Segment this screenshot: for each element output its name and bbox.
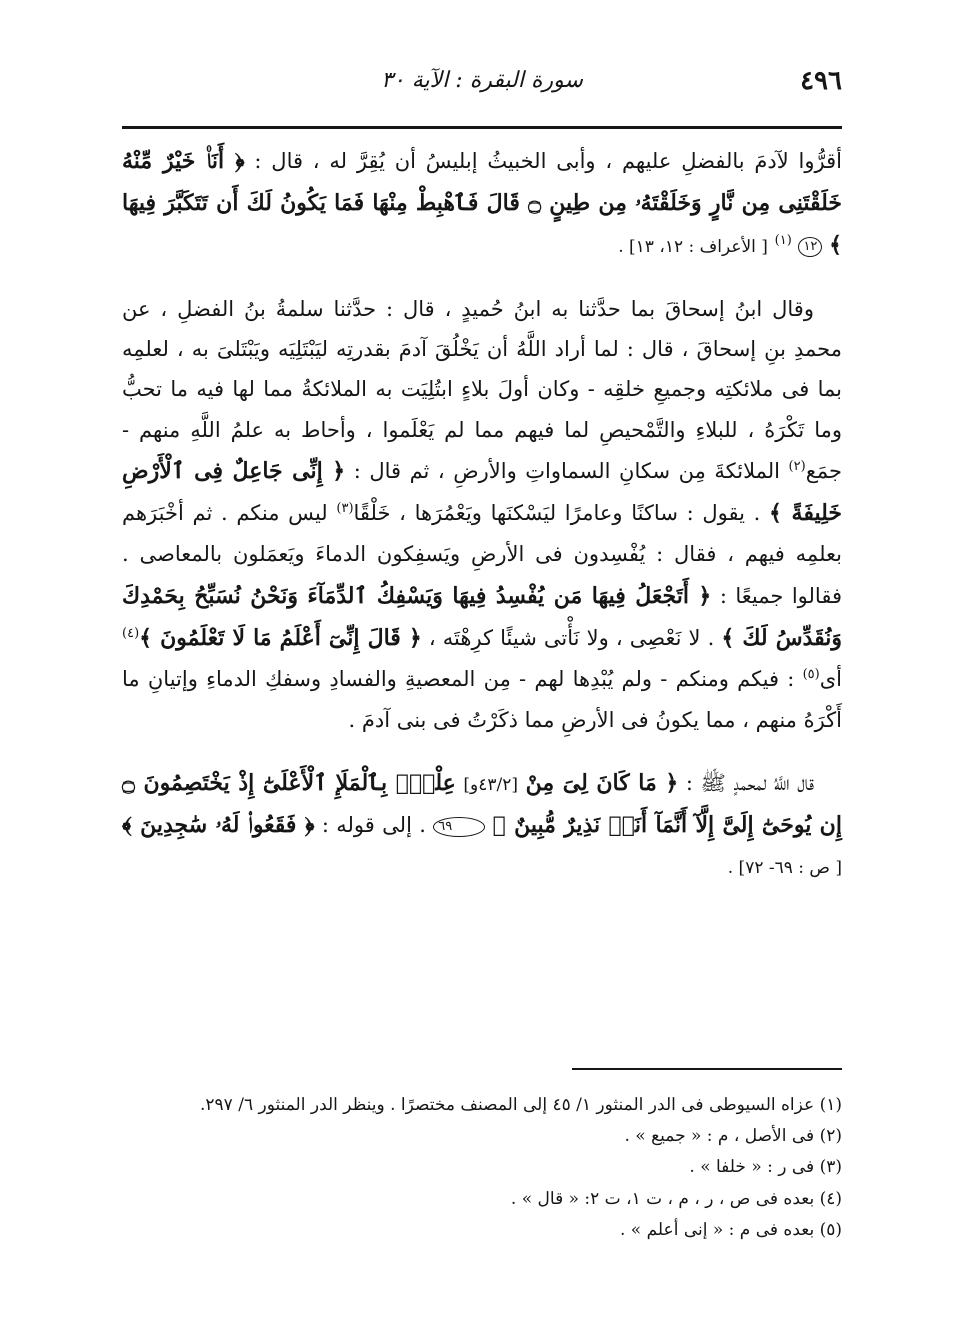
p3-text-a: قال اللَّهُ لمحمدٍ ﷺ :: [685, 770, 814, 795]
running-title: سورة البقرة : الآية ٣٠: [381, 68, 583, 93]
p2-text-a: وقال ابنُ إسحاقَ بما حدَّثنا به ابنُ حُميدٍ ، قال : حدَّثنا سلمةُ بنُ الفضلِ ، عن محمدِ بنِ إسحاقَ ، قال : لما أراد اللَّهُ أن يَخْلُقَ آدمَ بقدرتِه ليَبْتَلِيَه ويَبْتَلىَ به ، لعلمِه بما فى ملائكتِه وجميعِ خلقِه - وكان أولَ بلاءٍ ابتُلِيَت به الملائكةُ مما لها فيه ما تحبُّ وما تَكْرَهُ ، للبلاءِ والتَّمْحيصِ لما فيهم مما لم يَعْلَموا ، وأحاط به علمُ اللَّهِ منهم - جمَع: [122, 296, 842, 483]
p2-note-ref-4: (٤): [122, 625, 140, 641]
p3-manuscript-ref: [٤٣/٢و]: [463, 774, 519, 795]
p1-ayah-marker: ١٢: [798, 237, 822, 257]
p3-quran-3: ﴿ فَقَعُوا۟ لَهُۥ سَٰجِدِينَ ﴾: [122, 812, 315, 839]
paragraph-3: [122, 762, 842, 887]
p2-note-ref-2: (٢): [788, 458, 806, 474]
p1-surah-ref: [ الأعراف : ١٢، ١٣] .: [618, 237, 768, 258]
paragraph-1: [122, 140, 842, 267]
footnote-5: (٥) بعده فى م : « إنى أعلم » .: [620, 1219, 842, 1240]
p2-quran-3: ﴿ قَالَ إِنِّىٓ أَعْلَمُ مَا لَا تَعْلَمُونَ ﴾: [139, 624, 422, 651]
p2-text-c: . يقول : ساكنًا وعامرًا ليَسْكنَها ويَعْمُرَها ، خَلْقًا: [353, 501, 761, 526]
page-number: ٤٩٦: [800, 66, 842, 96]
p3-surah-ref: [ ص : ٦٩- ٧٢] .: [727, 858, 842, 879]
p1-note-ref: (١): [774, 233, 792, 249]
footnote-2: (٢) فى الأصل ، م : « جميع » .: [624, 1126, 842, 1147]
p2-text-d: ليس منكم . ثم أخْبَرَهم بعلمِه فيهم ، فقال : يُفْسِدون فى الأرضِ ويَسفِكون الدماءَ ويَعمَلون بالمعاصى . فقالوا جميعًا :: [122, 501, 842, 608]
p2-text-f: أى: [819, 667, 843, 692]
page-header: [122, 60, 842, 104]
p3-quran-1: ﴿ مَا كَانَ لِىَ مِنْ: [525, 769, 679, 796]
header-bar: [122, 60, 842, 104]
p1-quran: ﴿ أَنَا۠ خَيْرٌ مِّنْهُ خَلَقْتَنِى مِن نَّارٍ وَخَلَقْتَهُۥ مِن طِينٍ ۝ قَالَ فَٱهْبِطْ مِنْهَا فَمَا يَكُونُ لَكَ أَن تَتَكَبَّرَ فِيهَا ﴾: [122, 148, 842, 259]
footnote-rule: [572, 1068, 842, 1070]
main-text: [122, 140, 842, 909]
p3-text-b: . إلى قوله :: [321, 813, 426, 838]
p2-text-e: . لا نَعْصِى ، ولا نَأْتى شيئًا كرِهْتَه ،: [428, 625, 715, 650]
p3-quran-2: عِلْمٍۭ بِٱلْمَلَإِ ٱلْأَعْلَىٰٓ إِذْ يَخْتَصِمُونَ ۝ إِن يُوحَىٰٓ إِلَىَّ إِلَّآ أَنَّمَآ أَنَا۠ نَذِيرٌ مُّبِينٌ ﴾: [122, 769, 842, 839]
p2-note-ref-3: (٣): [336, 501, 354, 517]
p2-note-ref-5: (٥): [802, 667, 820, 683]
p2-quran-2: ﴿ أَتَجْعَلُ فِيهَا مَن يُفْسِدُ فِيهَا وَيَسْفِكُ ٱلدِّمَآءَ وَنَحْنُ نُسَبِّحُ بِحَمْدِكَ وَنُقَدِّسُ لَكَ ﴾: [122, 582, 842, 651]
p2-quran-1: ﴿ إِنِّى جَاعِلٌ فِى ٱلْأَرْضِ خَلِيفَةً ﴾: [122, 457, 842, 527]
header-rule: [122, 126, 842, 129]
p1-text: أقرُّوا لآدمَ بالفضلِ عليهم ، وأبى الخبيثُ إبليسُ أن يُقِرَّ له ، قال :: [254, 149, 842, 173]
paragraph-2: [122, 289, 842, 740]
footnote-3: (٣) فى ر : « خلفا » .: [689, 1157, 842, 1178]
p2-text-g: : فيكم ومنكم - ولم يُبْدِها لهم - مِن المعصيةِ والفسادِ وسفكِ الدماءِ وإتيانِ ما أَكْرَهُ منهم ، مما يكونُ فى الأرضِ مما ذكَرْتُ فى بنى آدمَ .: [122, 667, 842, 732]
footnote-1: (١) عزاه السيوطى فى الدر المنثور ١/ ٤٥ إلى المصنف مختصرًا . وينظر الدر المنثور ٦/ ٢٩٧.: [199, 1095, 842, 1115]
footnote-4: (٤) بعده فى ص ، ر ، م ، ت ١، ت ٢: « قال » .: [510, 1188, 842, 1209]
p2-text-b: الملائكةَ مِن سكانِ السماواتِ والأرضِ ، ثم قال :: [353, 458, 780, 483]
footnotes: [122, 1092, 842, 1248]
p3-ayah-marker: ٦٩: [433, 817, 485, 837]
